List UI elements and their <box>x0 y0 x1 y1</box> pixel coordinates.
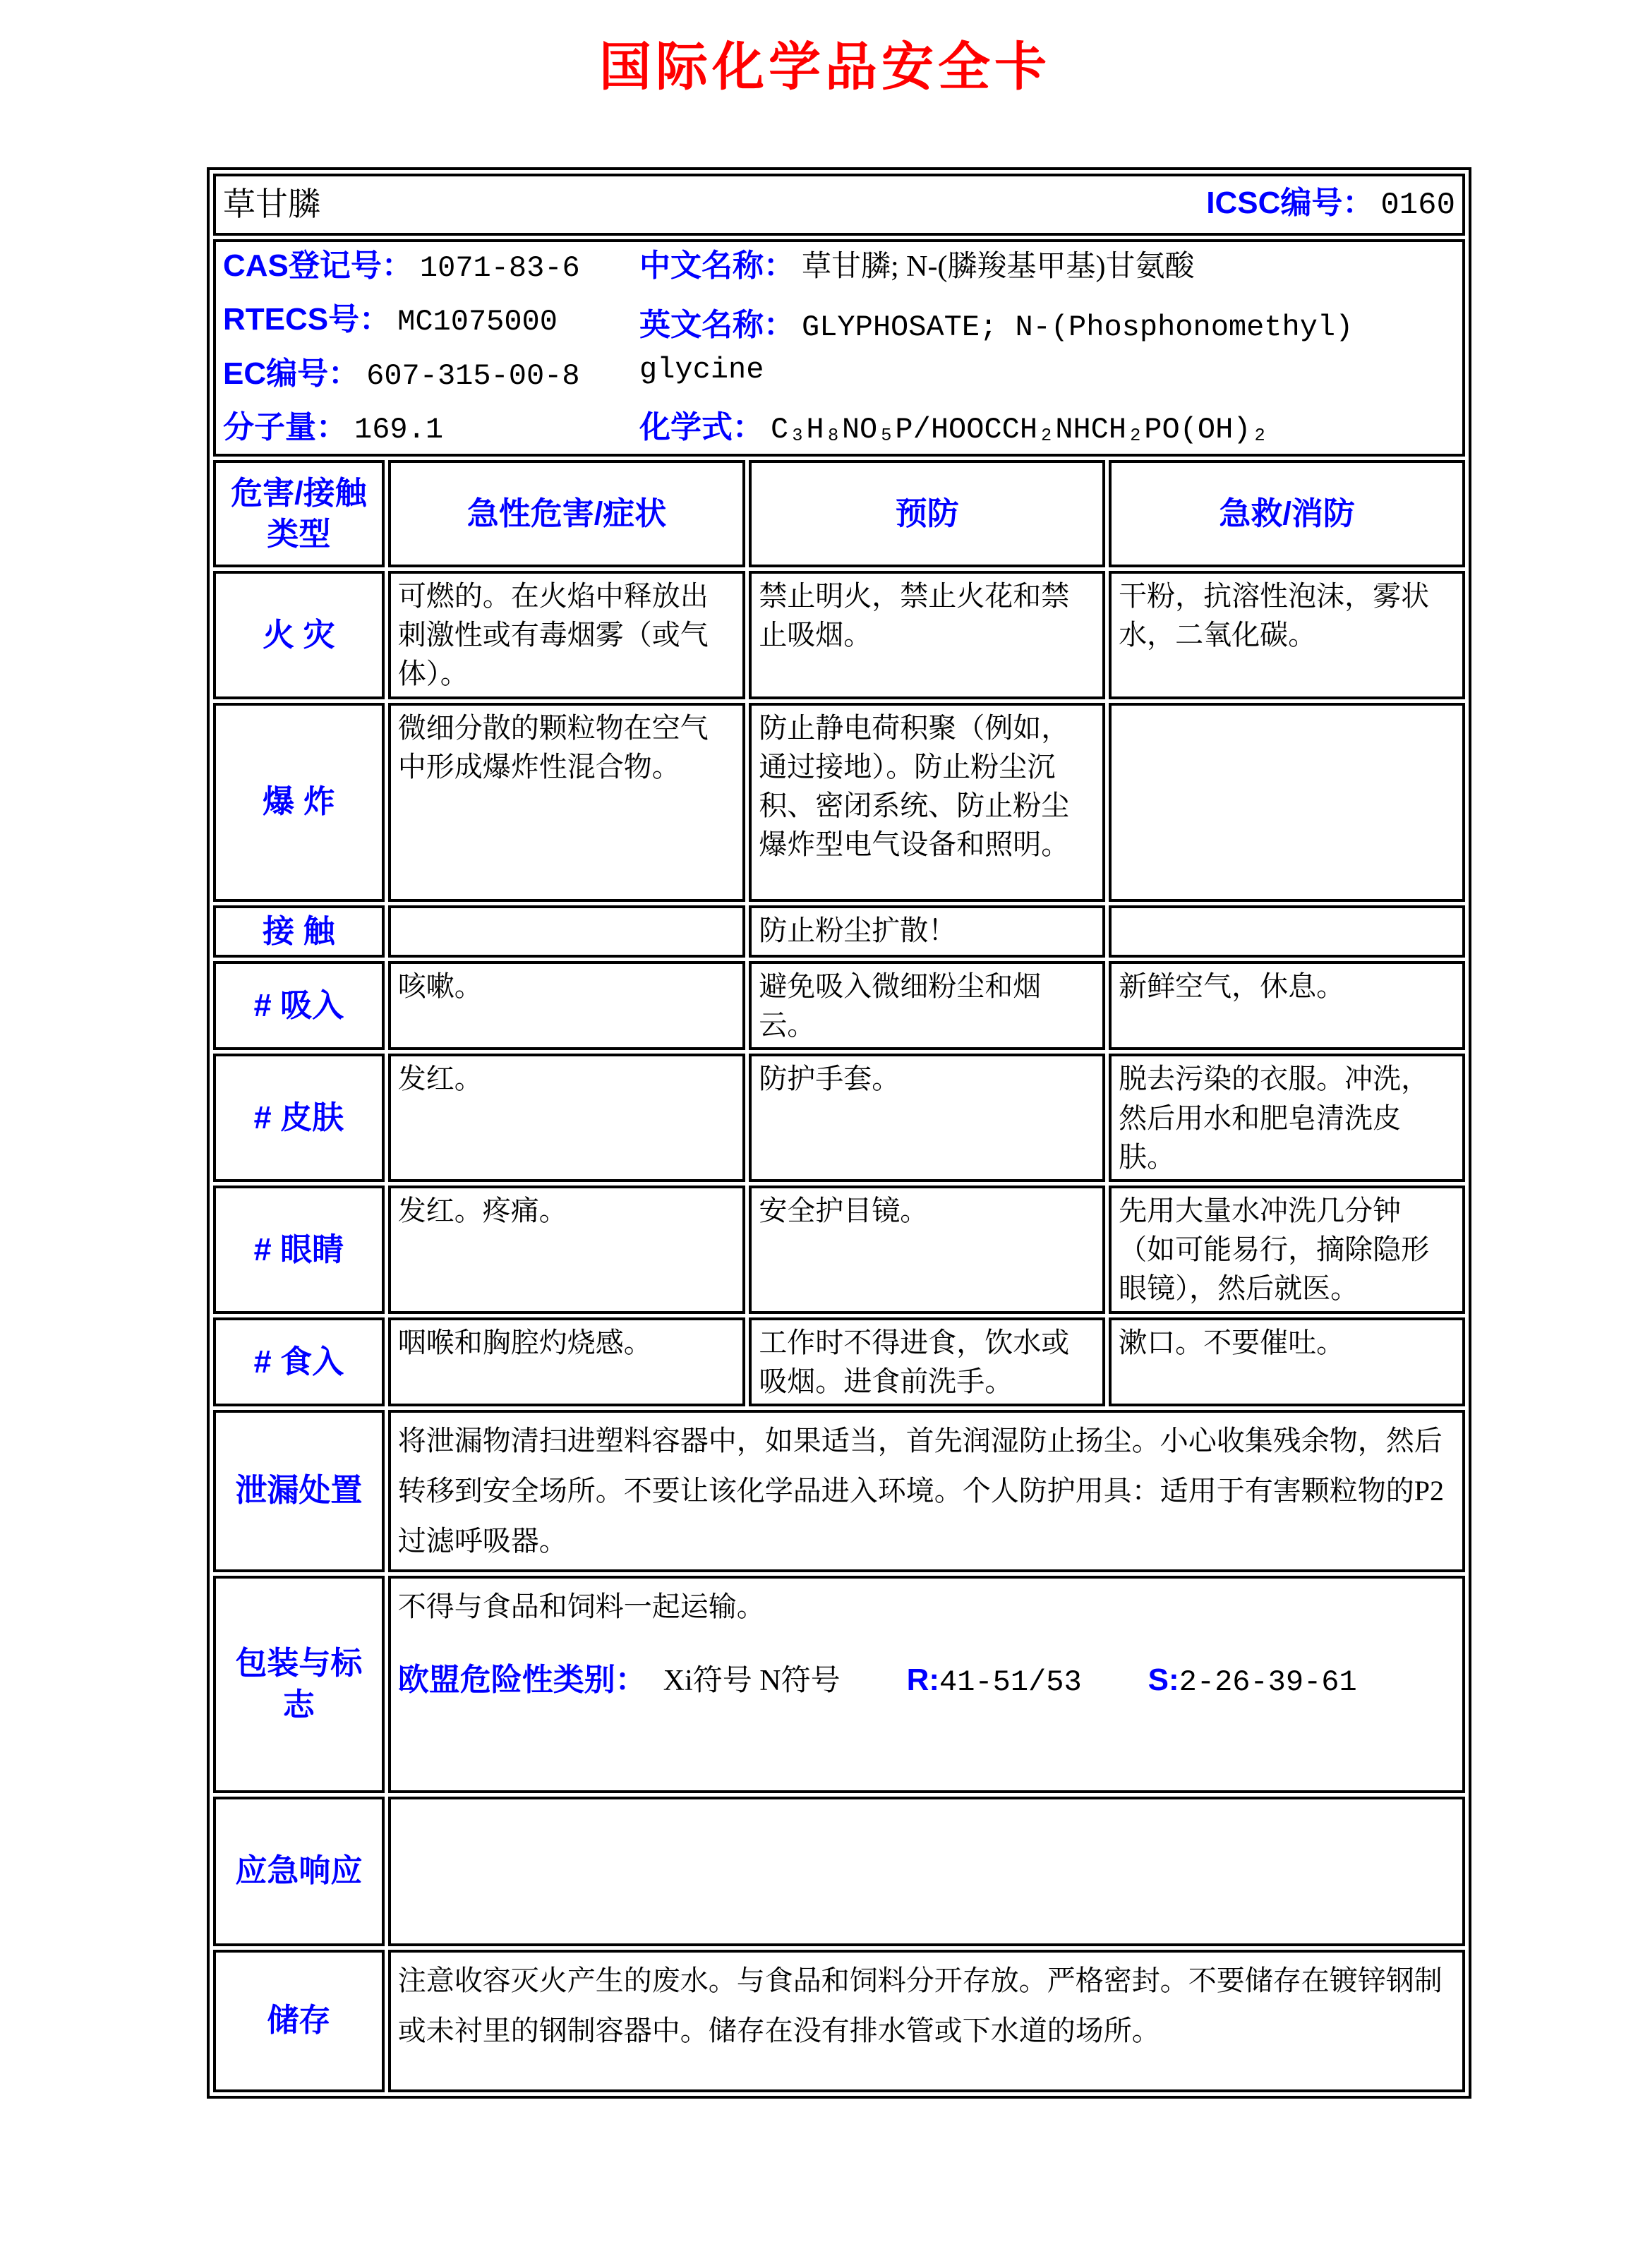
card-header-cell <box>213 174 1465 236</box>
explosion-prevention-cell: 防止静电荷积聚（例如，通过接地）。防止粉尘沉积、密闭系统、防止粉尘爆炸型电气设备和照明。 <box>749 703 1105 902</box>
explosion-row <box>213 703 1465 902</box>
eyes-prevention-cell: 安全护目镜。 <box>749 1186 1105 1314</box>
emergency-section-row <box>213 1797 1465 1946</box>
molecular-weight-line <box>223 406 639 451</box>
storage-section-content: 注意收容灭火产生的废水。与食品和饲料分开存放。严格密封。不要储存在镀锌钢制或未衬里的钢制容器中。储存在没有排水管或下水道的场所。 <box>388 1950 1465 2092</box>
rtecs-value: MC1075000 <box>397 305 558 339</box>
prevention-header: 预防 <box>749 460 1105 567</box>
identification-cell <box>213 239 1465 457</box>
symptoms-header: 急性危害/症状 <box>388 460 746 567</box>
rtecs-label: RTECS号： <box>223 302 391 337</box>
inhalation-row <box>213 961 1465 1050</box>
contact-firstaid-cell <box>1109 905 1465 958</box>
inhalation-symptoms-cell: 咳嗽。 <box>388 961 746 1050</box>
packaging-section-label: 包装与标志 <box>213 1576 385 1793</box>
icsc-number-group <box>1206 182 1455 227</box>
spill-section-content: 将泄漏物清扫进塑料容器中，如果适当，首先润湿防止扬尘。小心收集残余物，然后转移到安全场所。不要让该化学品进入环境。个人防护用具：适用于有害颗粒物的P2过滤呼吸器。 <box>388 1410 1465 1572</box>
ingestion-symptoms-cell: 咽喉和胸腔灼烧感。 <box>388 1317 746 1406</box>
page-title: 国际化学品安全卡 <box>599 37 1051 96</box>
english-name-label: 英文名称： <box>639 307 795 342</box>
hazard-type-header-line2: 类型 <box>267 516 331 552</box>
cas-line <box>223 245 639 289</box>
skin-firstaid-cell: 脱去污染的衣服。冲洗，然后用水和肥皂清洗皮肤。 <box>1109 1054 1465 1182</box>
skin-row <box>213 1054 1465 1182</box>
english-name-line <box>639 304 1430 391</box>
explosion-firstaid-cell <box>1109 703 1465 902</box>
ingestion-prevention-cell: 工作时不得进食，饮水或吸烟。进食前洗手。 <box>749 1317 1105 1406</box>
ingestion-firstaid-cell: 漱口。不要催吐。 <box>1109 1317 1465 1406</box>
emergency-section-content <box>388 1797 1465 1946</box>
firstaid-header: 急救/消防 <box>1109 460 1465 567</box>
formula-value: C₃H₈NO₅P/HOOCCH₂NHCH₂PO(OH)₂ <box>771 413 1269 447</box>
contact-row-label: 接 触 <box>213 905 385 958</box>
spill-section-label: 泄漏处置 <box>213 1410 385 1572</box>
r-phrases-label: R: <box>906 1662 940 1697</box>
formula-label: 化学式： <box>639 410 764 445</box>
cas-label: CAS登记号： <box>223 248 413 283</box>
fire-prevention-cell: 禁止明火，禁止火花和禁止吸烟。 <box>749 571 1105 699</box>
s-phrases-value: 2-26-39-61 <box>1179 1665 1357 1699</box>
skin-prevention-cell: 防护手套。 <box>749 1054 1105 1182</box>
inhalation-prevention-cell: 避免吸入微细粉尘和烟云。 <box>749 961 1105 1050</box>
fire-symptoms-cell: 可燃的。在火焰中释放出刺激性或有毒烟雾（或气体）。 <box>388 571 746 699</box>
molecular-weight-label: 分子量： <box>223 410 347 445</box>
eu-symbols: Xi符号 N符号 <box>663 1664 841 1697</box>
ingestion-row-label: # 食入 <box>213 1317 385 1406</box>
skin-symptoms-cell: 发红。 <box>388 1054 746 1182</box>
eu-classification-label: 欧盟危险性类别： <box>397 1662 646 1697</box>
ec-label: EC编号： <box>223 356 360 391</box>
contact-symptoms-cell <box>388 905 746 958</box>
chinese-name-label: 中文名称： <box>639 248 795 283</box>
inhalation-firstaid-cell: 新鲜空气，休息。 <box>1109 961 1465 1050</box>
eyes-firstaid-cell: 先用大量水冲洗几分钟（如可能易行，摘除隐形眼镜），然后就医。 <box>1109 1186 1465 1314</box>
contact-row <box>213 905 1465 958</box>
hazard-type-header <box>213 460 385 567</box>
spill-section-row <box>213 1410 1465 1572</box>
ec-line <box>223 353 639 397</box>
name-column <box>639 245 1430 451</box>
packaging-transport-note: 不得与食品和饲料一起运输。 <box>397 1590 765 1622</box>
hazard-header-row <box>213 460 1465 567</box>
storage-section-label: 储存 <box>213 1950 385 2092</box>
rtecs-line <box>223 298 639 343</box>
explosion-row-label: 爆 炸 <box>213 703 385 902</box>
formula-line <box>639 406 1430 451</box>
cas-value: 1071-83-6 <box>419 251 580 285</box>
chinese-name-value: 草甘膦; N-(膦羧基甲基)甘氨酸 <box>802 251 1195 283</box>
card-header-row <box>213 174 1465 236</box>
storage-section-row <box>213 1950 1465 2092</box>
fire-row <box>213 571 1465 699</box>
fire-row-label: 火 灾 <box>213 571 385 699</box>
eyes-symptoms-cell: 发红。疼痛。 <box>388 1186 746 1314</box>
icsc-number-value: 0160 <box>1380 188 1455 224</box>
eyes-row-label: # 眼睛 <box>213 1186 385 1314</box>
emergency-section-label: 应急响应 <box>213 1797 385 1946</box>
contact-prevention-cell: 防止粉尘扩散！ <box>749 905 1105 958</box>
identifier-column <box>223 245 639 451</box>
identification-row <box>213 239 1465 457</box>
eyes-row <box>213 1186 1465 1314</box>
eu-classification-line <box>398 1653 1455 1709</box>
s-phrases-label: S: <box>1148 1662 1179 1697</box>
icsc-number-label: ICSC编号： <box>1206 186 1374 221</box>
icsc-card <box>207 167 1471 2099</box>
ingestion-row <box>213 1317 1465 1406</box>
fire-firstaid-cell: 干粉，抗溶性泡沫，雾状水，二氧化碳。 <box>1109 571 1465 699</box>
packaging-section-content <box>388 1576 1465 1793</box>
skin-row-label: # 皮肤 <box>213 1054 385 1182</box>
hazard-type-header-line1: 危害/接触 <box>231 474 367 511</box>
explosion-symptoms-cell: 微细分散的颗粒物在空气中形成爆炸性混合物。 <box>388 703 746 902</box>
packaging-section-row <box>213 1576 1465 1793</box>
english-name-value: GLYPHOSATE; N-(Phosphonomethyl) glycine <box>639 310 1354 387</box>
inhalation-row-label: # 吸入 <box>213 961 385 1050</box>
ec-value: 607-315-00-8 <box>366 358 580 393</box>
chemical-name: 草甘膦 <box>223 186 320 223</box>
r-phrases-value: 41-51/53 <box>939 1665 1082 1699</box>
molecular-weight-value: 169.1 <box>354 413 444 447</box>
chinese-name-line <box>639 245 1430 288</box>
